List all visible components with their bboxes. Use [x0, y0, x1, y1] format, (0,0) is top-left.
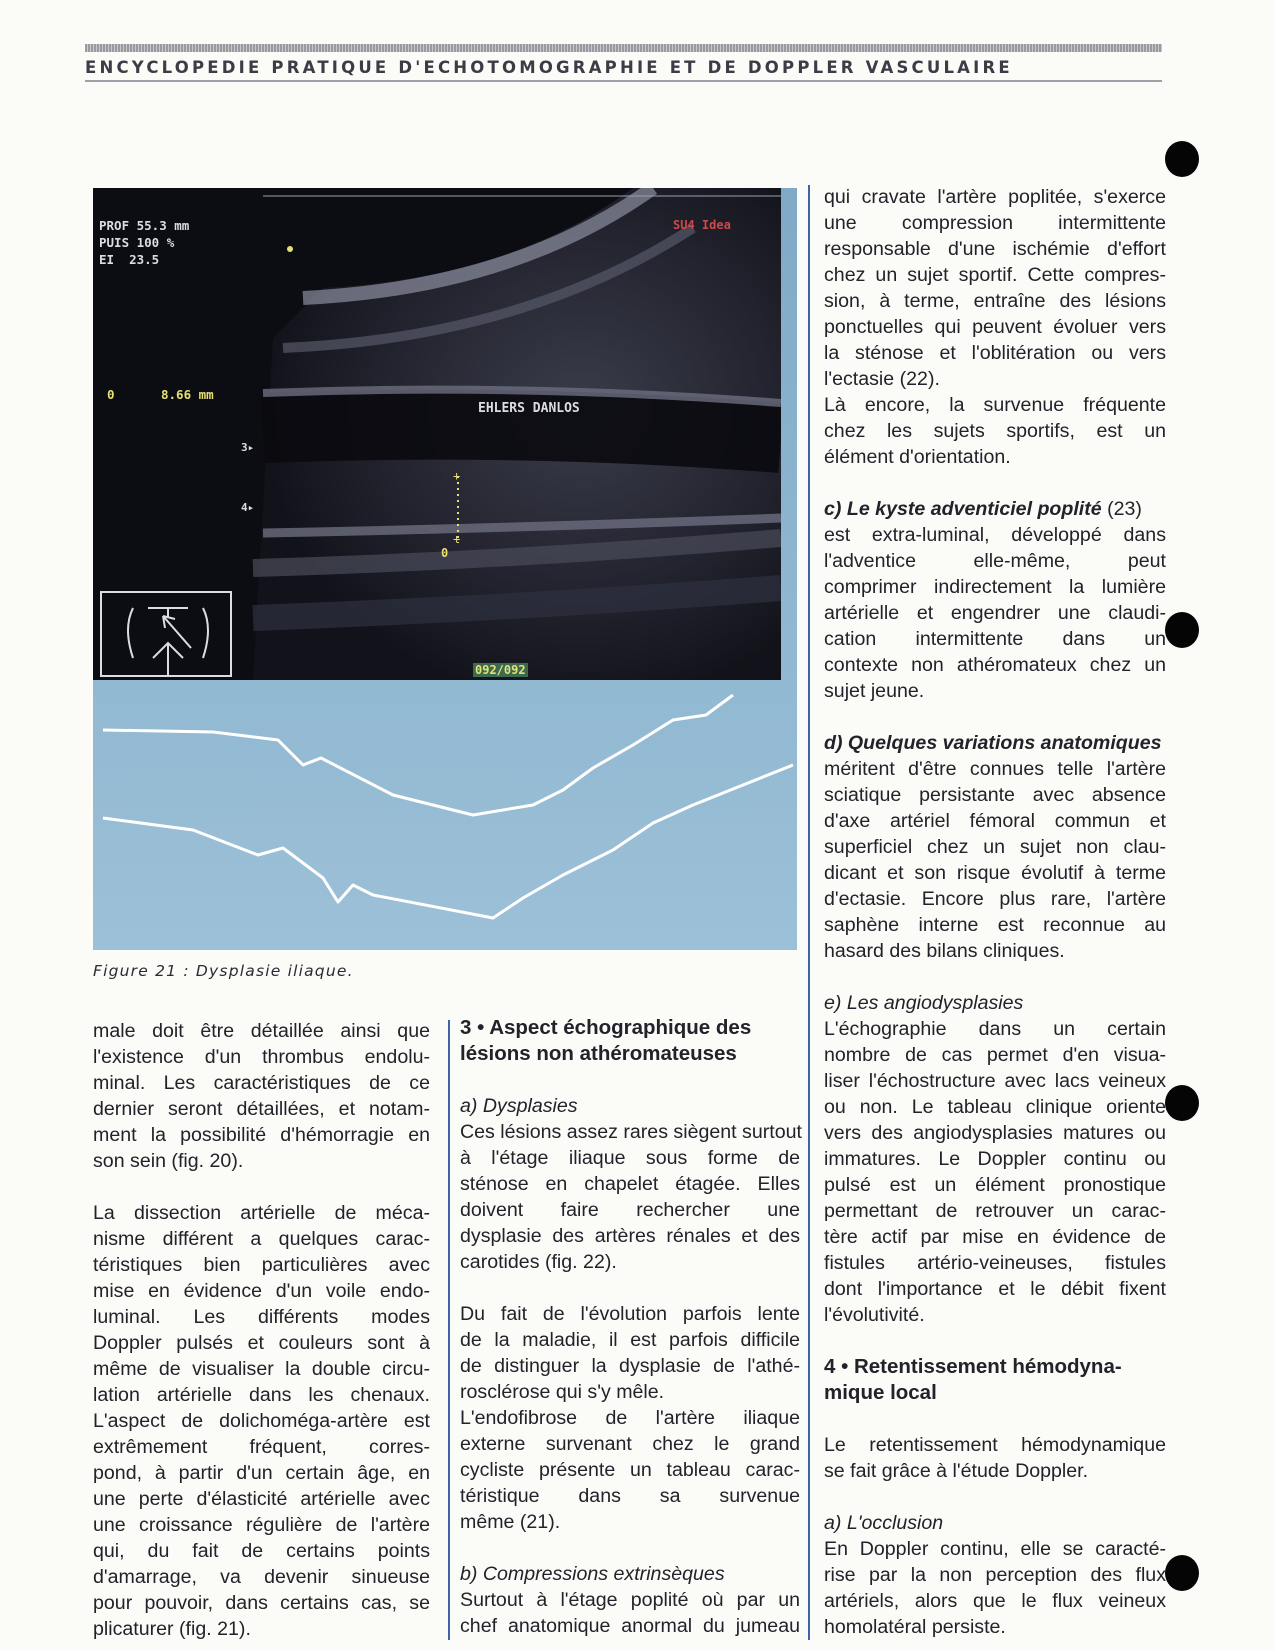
column-divider [808, 185, 810, 1640]
text-line: nisme différent a quelques carac- [93, 1228, 430, 1250]
section-heading-4-cont: mique local [824, 1381, 937, 1404]
text-line: l'évolutivité. [824, 1304, 925, 1326]
text-line: d'ectasie. Encore plus rare, l'artère [824, 888, 1166, 910]
text-line: carotides (fig. 22). [460, 1251, 617, 1273]
text-line: L'échographie dans un certain [824, 1018, 1166, 1040]
text-line: L'aspect de dolichoméga-artère est [93, 1410, 430, 1432]
section-heading-3-cont: lésions non athéromateuses [460, 1042, 737, 1065]
text-line: son sein (fig. 20). [93, 1150, 244, 1172]
text-line: pond, à partir d'un certain âge, en [93, 1462, 430, 1484]
text-line: Le retentissement hémodynamique [824, 1434, 1166, 1456]
depth-marker-3: 3▸ [241, 441, 255, 454]
running-header: ENCYCLOPEDIE PRATIQUE D'ECHOTOMOGRAPHIE ET DE DOPPLER VASCULAIRE [85, 58, 1013, 77]
text-line: l'ectasie (22). [824, 368, 940, 390]
figure-21 [93, 188, 797, 950]
text-line: mise en évidence d'un voile endo- [93, 1280, 430, 1302]
text-line: artériels, alors que le flux veineux [824, 1590, 1166, 1612]
text-line: saphène interne est reconnue au [824, 914, 1166, 936]
vessel-outline-drawing [93, 680, 797, 950]
header-bar [85, 44, 1162, 52]
text-line: L'endofibrose de l'artère iliaque [460, 1407, 800, 1429]
text-line: comprimer indirectement la lumière [824, 576, 1166, 598]
punch-hole [1165, 1085, 1199, 1121]
text-line: pulsé est un élément pronostique [824, 1174, 1166, 1196]
text-line: même de visualiser la double circu- [93, 1358, 430, 1380]
text-line: l'existence d'un thrombus endolu- [93, 1046, 430, 1068]
text-line: dysplasie des artères rénales et des [460, 1225, 800, 1247]
text-line: vers des angiodysplasies matures ou [824, 1122, 1166, 1144]
depth-marker-4: 4▸ [241, 501, 255, 514]
section-heading-3: 3 • Aspect échographique des [460, 1016, 752, 1039]
text-line: d'amarrage, va devenir sinueuse [93, 1566, 430, 1588]
subheading-compressions: b) Compressions extrinsèques [460, 1563, 725, 1585]
ultrasound-scan [93, 188, 781, 680]
text-line: plicaturer (fig. 21). [93, 1618, 251, 1640]
overlay-annotation: EHLERS DANLOS [478, 401, 580, 416]
text-line: cycliste présente un tableau carac- [460, 1459, 800, 1481]
subheading-kyste [824, 496, 1166, 522]
text-line: ment la possibilité d'hémorragie en [93, 1124, 430, 1146]
subheading-kyste-ref: (23) [1101, 498, 1142, 520]
text-line: doivent faire rechercher une [460, 1199, 800, 1221]
section-heading-4: 4 • Retentissement hémodyna- [824, 1355, 1122, 1378]
ultrasound-image [93, 188, 781, 680]
column-2 [460, 1015, 800, 1639]
text-line: lation artérielle dans les chenaux. [93, 1384, 430, 1406]
text-line: élément d'orientation. [824, 446, 1011, 468]
text-line: extrêmement fréquent, corres- [93, 1436, 430, 1458]
text-line: liser l'échostructure avec lacs veineux [824, 1070, 1166, 1092]
text-line: la sténose et l'oblitération ou vers [824, 342, 1166, 364]
text-line: pour pouvoir, dans certains cas, se [93, 1592, 430, 1614]
column-1 [93, 1018, 430, 1642]
text-line: luminal. Les différents modes [93, 1306, 430, 1328]
punch-hole [1165, 612, 1199, 648]
text-line: rise par la non perception des flux [824, 1564, 1166, 1586]
subheading-variations: d) Quelques variations anatomiques [824, 732, 1162, 754]
text-line: qui cravate l'artère poplitée, s'exerce [824, 186, 1166, 208]
text-line: Doppler pulsés et couleurs sont à [93, 1332, 430, 1354]
text-line: ponctuelles qui peuvent évoluer vers [824, 316, 1166, 338]
text-line: chef anatomique anormal du jumeau [460, 1615, 800, 1637]
text-line: sténose en chapelet étagée. Elles [460, 1173, 800, 1195]
text-line: l'adventice elle-même, peut [824, 550, 1166, 572]
text-line: de distinguer la dysplasie de l'athé- [460, 1355, 800, 1377]
text-line: superficiel chez un sujet non clau- [824, 836, 1166, 858]
text-line: sciatique persistante avec absence [824, 784, 1166, 806]
text-line: une croissance régulière de l'artère [93, 1514, 430, 1536]
text-line: ou non. Le tableau clinique oriente [824, 1096, 1166, 1118]
text-line: dont l'importance et le débit fixent [824, 1278, 1166, 1300]
text-line: nombre de cas permet d'en visua- [824, 1044, 1166, 1066]
text-line: une perte d'élasticité artérielle avec [93, 1488, 430, 1510]
subheading-dysplasies: a) Dysplasies [460, 1095, 578, 1117]
punch-hole [1165, 1555, 1199, 1591]
subheading-kyste-title: c) Le kyste adventiciel poplité [824, 498, 1102, 520]
text-line: même (21). [460, 1511, 561, 1533]
svg-text:+: + [453, 469, 461, 483]
text-line: En Doppler continu, elle se caracté- [824, 1538, 1166, 1560]
cursor-label: 0 [441, 546, 449, 560]
text-line: externe survenant chez le grand [460, 1433, 800, 1455]
text-line: téristiques bien particulières avec [93, 1254, 430, 1276]
text-line: sujet jeune. [824, 680, 925, 702]
text-line: fistules artério-veineuses, fistules [824, 1252, 1166, 1274]
depth-readout: PROF 55.3 mm [99, 218, 190, 233]
text-line: hasard des bilans cliniques. [824, 940, 1065, 962]
text-line: à l'étage iliaque sous forme de [460, 1147, 800, 1169]
text-line: contexte non athéromateux chez un [824, 654, 1166, 676]
punch-hole [1165, 141, 1199, 177]
text-line: dicant et son risque évolutif à terme [824, 862, 1166, 884]
text-line: téristique dans sa survenue [460, 1485, 800, 1507]
text-line: chez les sujets sportifs, est un [824, 420, 1166, 442]
column-3 [824, 184, 1166, 1640]
text-line: artérielle et engendrer une claudi- [824, 602, 1166, 624]
text-line: immatures. Le Doppler continu ou [824, 1148, 1166, 1170]
text-line: Du fait de l'évolution parfois lente [460, 1303, 800, 1325]
frame-counter: 092/092 [475, 663, 526, 677]
text-line: Ces lésions assez rares siègent surtout [460, 1121, 802, 1143]
text-line: méritent d'être connues telle l'artère [824, 758, 1166, 780]
text-line: tère actif par mise en évidence de [824, 1226, 1166, 1248]
subheading-occlusion: a) L'occlusion [824, 1512, 944, 1534]
probe-label: SU4 Idea [673, 218, 731, 232]
measure-readout: 8.66 mm [161, 387, 214, 402]
text-line: male doit être détaillée ainsi que [93, 1020, 430, 1042]
subheading-angiodysplasies: e) Les angiodysplasies [824, 992, 1024, 1014]
text-line: une compression intermittente [824, 212, 1166, 234]
measure-marker: 0 [107, 387, 115, 402]
text-line: rosclérose qui s'y mêle. [460, 1381, 665, 1403]
text-line: de la maladie, il est parfois difficile [460, 1329, 800, 1351]
text-line: La dissection artérielle de méca- [93, 1202, 430, 1224]
gain-readout: EI 23.5 [99, 252, 160, 267]
figure-caption: Figure 21 : Dysplasie iliaque. [93, 962, 354, 980]
text-line: permettant de retrouver un carac- [824, 1200, 1166, 1222]
text-line: Là encore, la survenue fréquente [824, 394, 1166, 416]
text-line: d'axe artériel fémoral commun et [824, 810, 1166, 832]
text-line: dernier seront détaillées, et notam- [93, 1098, 430, 1120]
text-line: sion, à terme, entraîne des lésions [824, 290, 1166, 312]
text-line: est extra-luminal, développé dans [824, 524, 1166, 546]
svg-text:+: + [453, 532, 461, 546]
power-readout: PUIS 100 % [99, 235, 175, 250]
text-line: se fait grâce à l'étude Doppler. [824, 1460, 1089, 1482]
text-line: minal. Les caractéristiques de ce [93, 1072, 430, 1094]
text-line: homolatéral persiste. [824, 1616, 1006, 1638]
text-line: responsable d'une ischémie d'effort [824, 238, 1166, 260]
text-line: chez un sujet sportif. Cette compres- [824, 264, 1166, 286]
text-line: cation intermittente dans un [824, 628, 1166, 650]
text-line: qui, du fait de certains points [93, 1540, 430, 1562]
text-line: Surtout à l'étage poplité où par un [460, 1589, 800, 1611]
column-divider [448, 1020, 450, 1640]
header-rule [85, 80, 1162, 82]
